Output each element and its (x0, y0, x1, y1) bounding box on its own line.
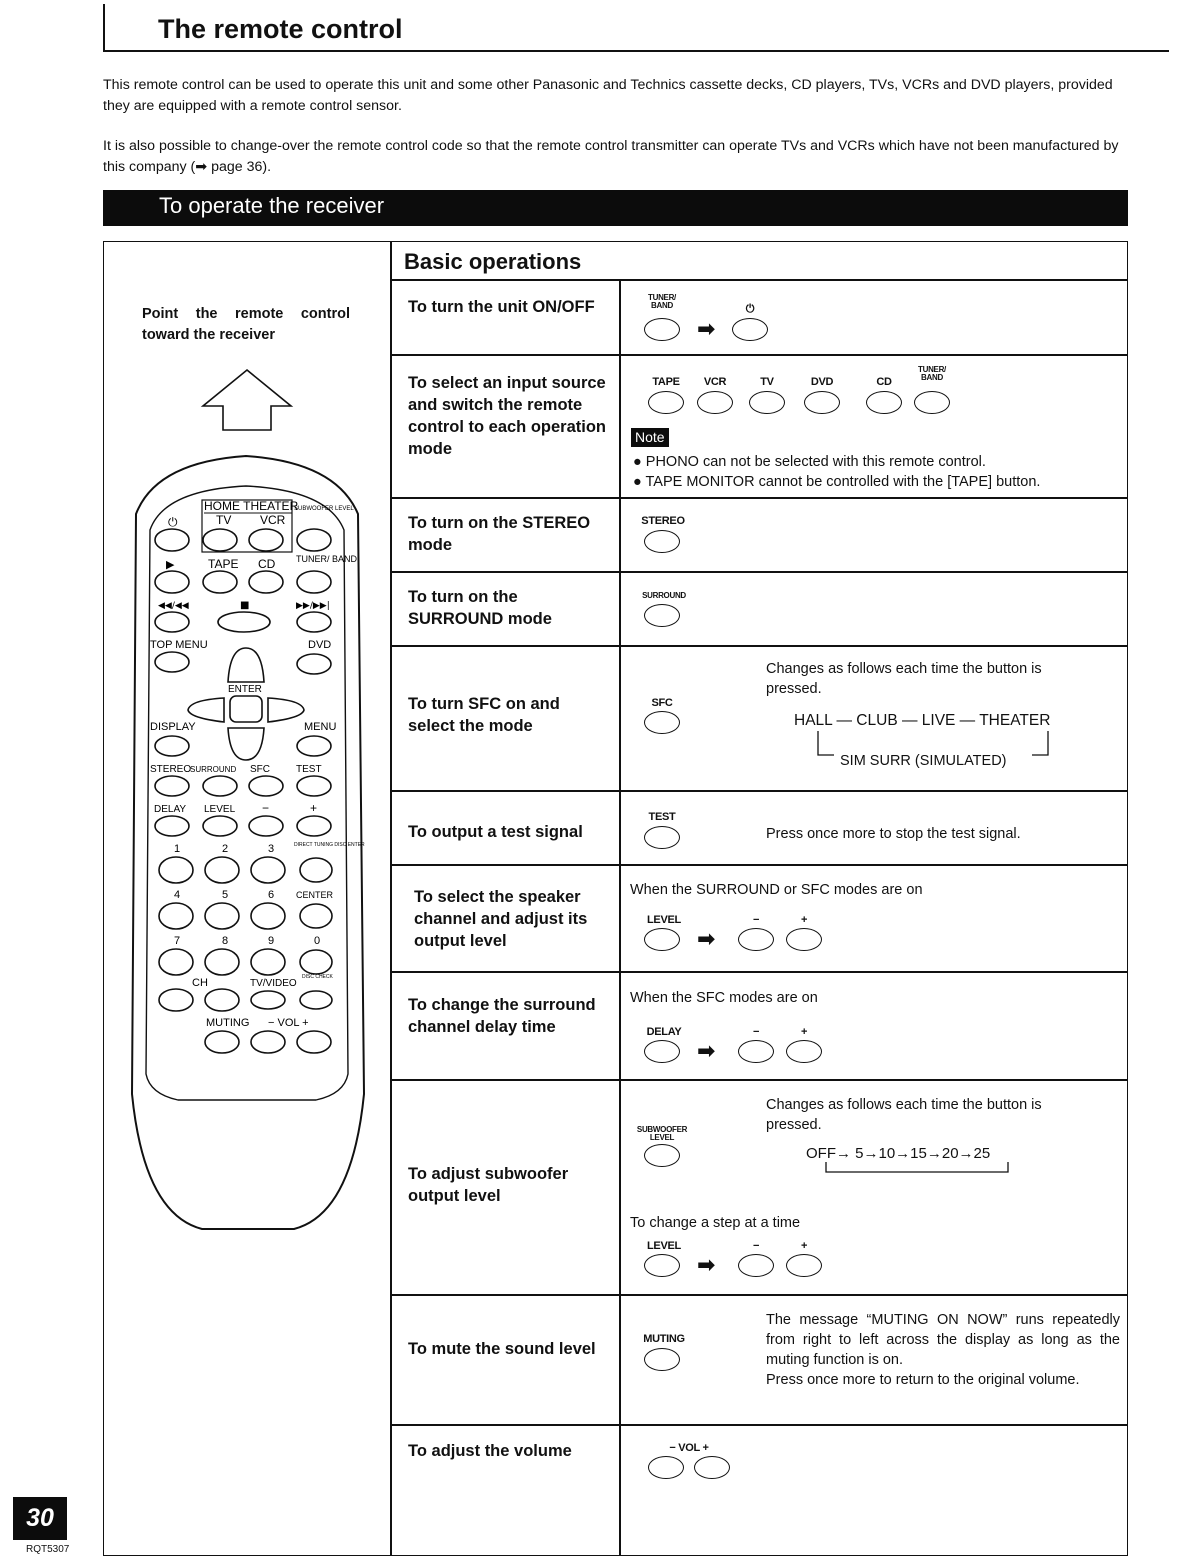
basic-operations-title: Basic operations (404, 249, 582, 274)
remote-label-7: 7 (174, 935, 181, 947)
row-label-power: To turn the unit ON/OFF (408, 298, 595, 316)
stereo-button-icon (644, 530, 680, 553)
remote-display-button (155, 736, 189, 756)
remote-stop-button (218, 612, 270, 632)
remote-control-illustration (116, 454, 378, 1234)
row-label-sfc: To turn SFC on and select the mode (408, 695, 560, 735)
plus-caption: + (800, 1240, 808, 1252)
note-text-2: ● TAPE MONITOR cannot be controlled with the [TAPE] button. (633, 474, 1041, 490)
tv-caption: TV (760, 376, 774, 388)
remote-top-menu-button (155, 652, 189, 672)
remote-ch-up-button (205, 989, 239, 1011)
remote-8-button (205, 949, 239, 975)
minus-caption: − (752, 1026, 760, 1038)
row-divider (392, 1079, 1127, 1081)
remote-test-button (297, 776, 331, 796)
remote-minus-button (249, 816, 283, 836)
minus-button-icon (738, 1040, 774, 1063)
level-caption: LEVEL (647, 914, 681, 926)
row-label-surround: To turn on the SURROUND mode (408, 588, 552, 628)
minus-button-icon (738, 928, 774, 951)
remote-vol-down-button (251, 1031, 285, 1053)
remote-7-button (159, 949, 193, 975)
dvd-caption: DVD (810, 376, 834, 388)
remote-label-2: 2 (222, 843, 229, 855)
delay-condition: When the SFC modes are on (630, 990, 818, 1006)
remote-6-button (251, 903, 285, 929)
subwoofer-button-icon (644, 1144, 680, 1167)
remote-rewind-icon: ◀◀/◀◀ (158, 601, 189, 611)
row-divider (392, 497, 1127, 499)
dvd-button-icon (804, 391, 840, 414)
remote-muting-button (205, 1031, 239, 1053)
row-divider (392, 1424, 1127, 1426)
muting-description: The message “MUTING ON NOW” runs repeatedly from right to left across the display as long as the muting function is on. (766, 1312, 1120, 1368)
remote-4-button (159, 903, 193, 929)
remote-label-8: 8 (222, 935, 229, 947)
remote-label-center: CENTER (296, 890, 334, 900)
remote-forward-button (297, 612, 331, 632)
remote-label-vcr: VCR (260, 513, 286, 527)
header-rule-horizontal (103, 50, 1169, 52)
remote-label-menu: MENU (304, 721, 337, 733)
note-label: Note (631, 428, 669, 447)
basic-operations-table (390, 241, 1128, 1556)
muting-caption: MUTING (643, 1333, 685, 1345)
remote-vcr-button (249, 529, 283, 551)
remote-label-cd: CD (258, 557, 276, 571)
row-divider (392, 645, 1127, 647)
subwoofer-step-text: To change a step at a time (630, 1215, 801, 1231)
remote-tv-video-button (251, 991, 285, 1009)
row-label-subwoofer: To adjust subwoofer output level (408, 1165, 569, 1205)
remote-delay-button (155, 816, 189, 836)
remote-label-subwoofer: SUBWOOFER LEVEL (294, 506, 354, 512)
row-divider (392, 971, 1127, 973)
vol-up-button-icon (694, 1456, 730, 1479)
remote-label-home-theater: HOME THEATER (204, 499, 299, 513)
remote-ch-down-button (159, 989, 193, 1011)
surround-caption: SURROUND (642, 591, 686, 600)
page-number: 30 (26, 1504, 54, 1532)
column-divider (619, 281, 621, 1556)
remote-label-stereo: STEREO (150, 764, 192, 775)
test-description: Press once more to stop the test signal. (766, 826, 1021, 842)
minus-caption: − (752, 1240, 760, 1252)
delay-button-icon (644, 1040, 680, 1063)
remote-subwoofer-button (297, 529, 331, 551)
tv-button-icon (749, 391, 785, 414)
row-divider (392, 864, 1127, 866)
remote-label-surround: SURROUND (190, 765, 237, 774)
cd-button-icon (866, 391, 902, 414)
remote-label-0: 0 (314, 935, 321, 947)
remote-label-4: 4 (174, 889, 181, 901)
cd-caption: CD (876, 376, 892, 388)
row-divider (392, 354, 1127, 356)
remote-forward-icon: ▶▶/▶▶| (296, 601, 330, 611)
remote-label-minus: − (262, 801, 270, 815)
sfc-button-icon (644, 711, 680, 734)
row-divider (392, 571, 1127, 573)
row-label-volume: To adjust the volume (408, 1442, 572, 1460)
remote-center-button (300, 904, 332, 928)
delay-caption: DELAY (646, 1026, 682, 1038)
muting-return-text: Press once more to return to the original volume. (766, 1372, 1080, 1388)
remote-label-5: 5 (222, 889, 229, 901)
remote-stop-icon: ■ (240, 600, 250, 611)
remote-enter-button (230, 696, 262, 722)
row-label-speaker-level: To select the speaker channel and adjust its output level (414, 888, 588, 950)
remote-play-button (155, 571, 189, 593)
remote-label-delay: DELAY (154, 804, 187, 815)
subwoofer-cycle: OFF→ 5→10→15→20→25 (806, 1145, 991, 1162)
tape-caption: TAPE (652, 376, 680, 388)
intro-paragraph-1: This remote control can be used to operate this unit and some other Panasonic and Technics cassette decks, CD players, TVs, VCRs and DVD players, provided they are equipped with a remote control sensor. (103, 77, 1113, 114)
remote-disc-check-button (300, 991, 332, 1009)
sfc-caption: SFC (651, 697, 673, 709)
remote-plus-button (297, 816, 331, 836)
vol-down-button-icon (648, 1456, 684, 1479)
vcr-caption: VCR (703, 376, 727, 388)
minus-caption: − (752, 914, 760, 926)
remote-label-level: LEVEL (204, 804, 236, 815)
remote-label-enter: ENTER (228, 684, 262, 695)
remote-menu-button (297, 736, 331, 756)
plus-caption: + (800, 914, 808, 926)
remote-9-button (251, 949, 285, 975)
basic-operations-header (392, 242, 1127, 281)
plus-caption: + (800, 1026, 808, 1038)
remote-rewind-button (155, 612, 189, 632)
section-bar (103, 190, 1128, 226)
remote-dvd-button (297, 654, 331, 674)
remote-label-tv: TV (216, 513, 232, 527)
sfc-description: Changes as follows each time the button is pressed. (766, 661, 1042, 697)
stereo-caption: STEREO (641, 515, 685, 527)
right-arrow-icon: ➡ (697, 926, 716, 951)
remote-label-top-menu: TOP MENU (150, 639, 208, 651)
remote-level-button (203, 816, 237, 836)
remote-tuner-button (297, 571, 331, 593)
test-button-icon (644, 826, 680, 849)
remote-label-tape: TAPE (208, 557, 239, 571)
remote-5-button (205, 903, 239, 929)
note-text-1: ● PHONO can not be selected with this remote control. (633, 454, 986, 470)
row-label-mute: To mute the sound level (408, 1340, 596, 1358)
remote-label-sfc: SFC (250, 764, 270, 775)
tuner-band-caption-2: TUNER/ BAND (918, 365, 946, 382)
point-remote-text: Point the remote control toward the receiver (142, 306, 350, 343)
minus-button-icon (738, 1254, 774, 1277)
remote-label-muting: MUTING (206, 1017, 250, 1029)
right-arrow-icon: ➡ (697, 1038, 716, 1063)
document-code: RQT5307 (26, 1544, 70, 1555)
speaker-level-condition: When the SURROUND or SFC modes are on (630, 882, 923, 898)
remote-label-plus: + (310, 801, 318, 815)
subwoofer-description: Changes as follows each time the button is pressed. (766, 1097, 1042, 1133)
remote-label-9: 9 (268, 935, 275, 947)
header-rule-vertical (103, 4, 105, 52)
row-label-test: To output a test signal (408, 823, 583, 841)
tuner-band-button-icon (644, 318, 680, 341)
remote-1-button (159, 857, 193, 883)
tuner-band-button-icon-2 (914, 391, 950, 414)
row-divider (392, 790, 1127, 792)
remote-label-display: DISPLAY (150, 721, 196, 733)
remote-label-6: 6 (268, 889, 275, 901)
subwoofer-caption: SUBWOOFER LEVEL (636, 1125, 688, 1142)
remote-label-3: 3 (268, 843, 275, 855)
remote-label-1: 1 (174, 843, 181, 855)
remote-label-tv-video: TV/VIDEO (250, 978, 297, 989)
tape-button-icon (648, 391, 684, 414)
remote-vol-up-button (297, 1031, 331, 1053)
remote-label-test: TEST (296, 764, 322, 775)
right-arrow-icon: ➡ (697, 316, 716, 341)
remote-direct-tuning-button (300, 858, 332, 882)
remote-panel (103, 241, 391, 1556)
power-caption: ⏻ (745, 303, 755, 315)
remote-stereo-button (155, 776, 189, 796)
intro-paragraph-2: It is also possible to change-over the remote control code so that the remote control transmitter can operate TVs and VCRs which have not been manufactured by this company (➡ page 36). (103, 138, 1119, 175)
remote-tape-button (203, 571, 237, 593)
page-title: The remote control (158, 14, 403, 44)
remote-label-direct-tuning: DIRECT TUNING DISC ENTER (294, 842, 365, 848)
remote-label-disc-check: DISC CHECK (302, 974, 333, 980)
remote-surround-button (203, 776, 237, 796)
remote-label-vol: − VOL + (268, 1017, 309, 1029)
remote-power-button (155, 529, 189, 551)
right-arrow-icon: ➡ (697, 1252, 716, 1277)
remote-tv-button (203, 529, 237, 551)
row-divider (392, 1294, 1127, 1296)
surround-button-icon (644, 604, 680, 627)
remote-sfc-button (249, 776, 283, 796)
remote-play-icon: ▶ (166, 558, 175, 571)
subwoofer-cycle-bracket (824, 1162, 1024, 1176)
tuner-band-caption: TUNER/ BAND (648, 293, 676, 310)
page-number-box (13, 1497, 67, 1540)
plus-button-icon (786, 1040, 822, 1063)
remote-0-button (300, 950, 332, 974)
remote-power-icon: ⏻ (168, 515, 178, 529)
muting-button-icon (644, 1348, 680, 1371)
remote-3-button (251, 857, 285, 883)
remote-label-dvd: DVD (308, 639, 332, 651)
up-arrow-icon (199, 368, 295, 432)
row-label-stereo: To turn on the STEREO mode (408, 514, 591, 554)
level-button-icon (644, 1254, 680, 1277)
power-button-icon (732, 318, 768, 341)
vol-caption: − VOL + (669, 1442, 709, 1454)
remote-label-ch: CH (192, 977, 208, 989)
plus-button-icon (786, 1254, 822, 1277)
remote-2-button (205, 857, 239, 883)
level-button-icon (644, 928, 680, 951)
plus-button-icon (786, 928, 822, 951)
sfc-cycle-simsurr: SIM SURR (SIMULATED) (840, 753, 1007, 769)
remote-cd-button (249, 571, 283, 593)
row-label-delay: To change the surround channel delay time (408, 996, 596, 1036)
section-title: To operate the receiver (159, 193, 385, 218)
sfc-cycle: HALL — CLUB — LIVE — THEATER (794, 712, 1051, 729)
vcr-button-icon (697, 391, 733, 414)
level-caption: LEVEL (647, 1240, 681, 1252)
row-label-input-select: To select an input source and switch the remote control to each operation mode (408, 374, 607, 458)
remote-label-tuner: TUNER/ BAND (296, 554, 358, 564)
test-caption: TEST (648, 811, 676, 823)
